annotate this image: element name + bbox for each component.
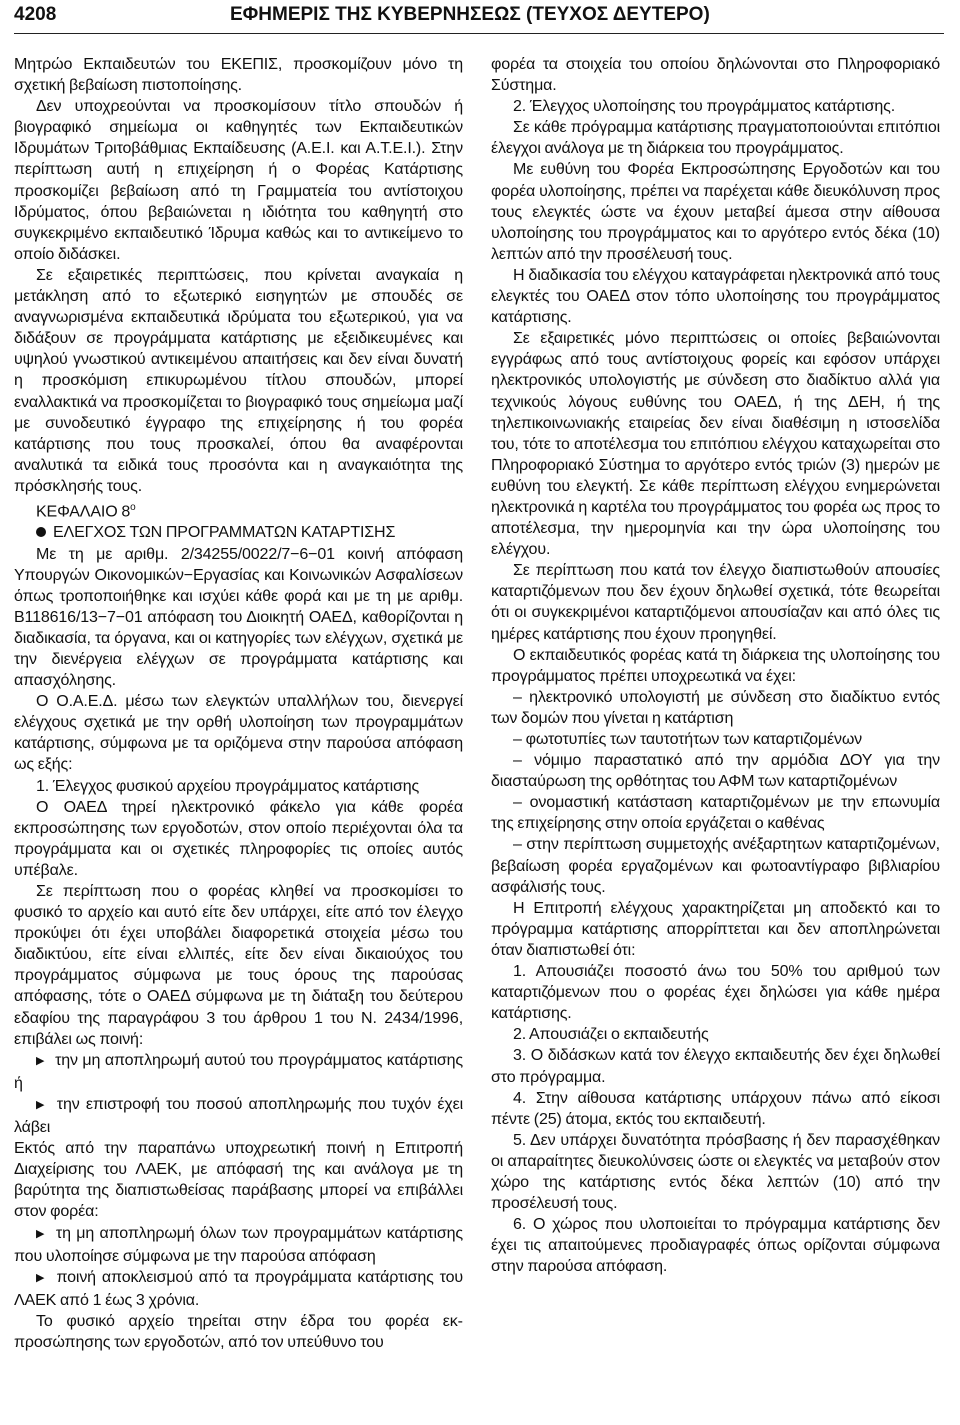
paragraph: Με ευθύνη του Φορέα Εκπροσώπησης Εργοδοτών και του φορέα υλοποίησης, πρέπει να παρέχεται κάθε διευκόλυνση προς τους ελεγκτές ώστε να έχουν μεταβεί άμεσα στην αίθουσα υλοποίησης του προγράμματος και το αργότερο εντός δέκα (10) λεπτών από την προσέλευσή τους. xyxy=(491,160,940,263)
paragraph: Η Επιτροπή ελέγχους χαρακτηρίζεται μη αποδεκτό και το πρόγραμμα κατάρτισης απορρίπτεται και δεν αποπληρώνεται όταν διαπιστωθεί ότι: xyxy=(491,898,940,959)
paragraph: φορέα τα στοιχεία του οποίου δηλώνονται στο Πληροφοριακό Σύστημα. xyxy=(491,55,940,95)
paragraph: Σε περίπτωση που ο φορέας κληθεί να προσκομίσει το φυσικό το αρχείο και αυτό είτε δεν υπάρχει, είτε από τον έλεγχο προκύψει ότι έχει υποβάλει διαφορετικά στοιχεία μέσω του διαδικτύου, είτε είναι ελλιπές, είτε δεν είναι δικαιούχος του προγράμματος σύμφωνα με τους όρους της παρούσας απόφασης, τότε ο ΟΑΕΔ σύμφωνα με τη διάταξη του δεύτερου εδαφίου της παραγράφου 3 του άρθρου 1 του Ν. 2434/1996, επιβάλει ως ποινή: xyxy=(14,882,463,1048)
paragraph: – ονομαστική κατάσταση καταρτιζομένων με την επωνυμία της επιχείρησης στην οποία εργάζεται ο καθένας xyxy=(491,793,940,833)
page-header xyxy=(0,0,960,32)
section-heading: ΕΛΕΓΧΟΣ ΤΩΝ ΠΡΟΓΡΑΜΜΑΤΩΝ ΚΑΤΑΡΤΙΣΗΣ xyxy=(14,522,463,543)
paragraph: 6. Ο χώρος που υλοποιείται το πρόγραμμα κατάρτισης δεν έχει τις απαιτούμενες προδιαγραφές όπως ορίζονται σύμφωνα στην παρούσα απόφαση. xyxy=(491,1215,940,1276)
paragraph: Ο Ο.Α.Ε.Δ. μέσω των ελεγκτών υπαλλήλων του, διενεργεί ελέγχους σχετικά με την ορθή υλοποίηση των προγραμμάτων κατάρτισης, σύμφωνα με τα οριζόμενα στην παρούσα απόφαση ως εξής: xyxy=(14,692,463,774)
paragraph: Σε εξαιρετικές μόνο περιπτώσεις οι οποίες βεβαιώνονται εγγράφως από τους αντίστοιχους φορείς και εφόσον υπάρχει ηλεκτρονικός υπολογιστής με σύνδεση στο διαδίκτυο αλλά για τεχνικούς λόγους ευθύνης του ΟΑΕΔ, ή της ΔΕΗ, ή της τηλεπικοινωνιακής εταιρείας δεν είναι διαθέσιμη η ιστοσελίδα του, τότε το αποτέλεσμα του επιτόπιου ελέγχου καταχωρείται στο Πληροφοριακό Σύστημα το αργότερο εντός τριών (3) ημερών με ευθύνη του ελεγκτή. Σε κάθε περίπτωση ελέγχου ενημερώνεται ηλεκτρονικά η καρτέλα του προγράμματος του φορέα ως προς το αποτέλεσμα, την ημερομηνία και την ώρα υλοποίησης του ελέγχου. xyxy=(491,329,940,559)
paragraph: 2. Έλεγχος υλοποίησης του προγράμματος κατάρτισης. xyxy=(513,97,896,116)
bullet-item: ▶ ποινή αποκλεισμού από τα προγράμματα κατάρτισης του ΛΑΕΚ από 1 έως 3 χρόνια. xyxy=(14,1267,463,1311)
paragraph: Εκτός από την παραπάνω υποχρεωτική ποινή η Επιτροπή Διαχείρισης του ΛΑΕΚ, με απόφασή της και ανάλογα με τη βαρύτητα της διαπιστωθείσας παράβασης μπορεί να επιβάλλει στον φορέα: xyxy=(14,1139,463,1221)
paragraph: 1. Απουσιάζει ποσοστό άνω του 50% του αριθμού των καταρτιζόμενων που ο φορέας έχει δηλώσει για κάθε ημέρα κατάρτισης. xyxy=(491,962,940,1023)
paragraph: 5. Δεν υπάρχει δυνατότητα πρόσβασης ή δεν παρασχέθηκαν οι απαραίτητες διευκολύνσεις ώστε οι ελεγκτές να μεταβούν στον χώρο της κατάρτισης εντός δέκα λεπτών (10) από την προσέλευσή τους. xyxy=(491,1130,940,1213)
paragraph: Σε περίπτωση που κατά τον έλεγχο διαπιστωθούν απουσίες καταρτιζόμενων που δεν έχουν δηλωθεί σχετικά, τότε θεωρείται ότι οι συγκεκριμένοι καταρτιζόμενοι απουσίαζαν και από όλες τις ημέρες κατάρτισης που έχουν προηγηθεί. xyxy=(491,561,940,643)
right-column xyxy=(491,54,940,1277)
bullet-item: ▶ τη μη αποπληρωμή όλων των προγραμμάτων κατάρτισης που υλοποίησε σύμφωνα με την παρούσα απόφαση xyxy=(14,1223,463,1267)
paragraph: Το φυσικό αρχείο τηρείται στην έδρα του φορέα εκπροσώπησης των εργοδοτών, από τον υπεύθυνο του xyxy=(14,1311,463,1351)
page-number: 4208 xyxy=(14,4,57,25)
paragraph: Ο εκπαιδευτικός φορέας κατά τη διάρκεια της υλοποίησης του προγράμματος πρέπει υποχρεωτικά να έχει: xyxy=(491,645,940,685)
gazette-title: ΕΦΗΜΕΡΙΣ ΤΗΣ ΚΥΒΕΡΝΗΣΕΩΣ (ΤΕΥΧΟΣ ΔΕΥΤΕΡΟ) xyxy=(230,4,710,25)
bullet-item: ▶ την επιστροφή του ποσού αποπληρωμής που τυχόν έχει λάβει xyxy=(14,1094,463,1138)
paragraph: 1. Έλεγχος φυσικού αρχείου προγράμματος κατάρτισης xyxy=(36,776,420,795)
left-column xyxy=(14,54,463,1353)
paragraph: – ηλεκτρονικό υπολογιστή με σύνδεση στο διαδίκτυο εντός των δομών που γίνεται η κατάρτιση xyxy=(491,687,940,727)
paragraph: – φωτοτυπίες των ταυτοτήτων των καταρτιζομένων xyxy=(513,730,863,748)
paragraph: Ο ΟΑΕΔ τηρεί ηλεκτρονικό φάκελο για κάθε φορέα εκπροσώπησης των εργοδοτών, στον οποίο περιέχονται όλα τα προγράμματα και οι σχετικές πληροφορίες τις οποίες αυτός υπέβαλε. xyxy=(14,797,463,879)
paragraph: 3. Ο διδάσκων κατά τον έλεγχο εκπαιδευτής δεν έχει δηλωθεί στο πρόγραμμα. xyxy=(491,1046,940,1086)
paragraph: Μητρώο Εκπαιδευτών του ΕΚΕΠΙΣ, προσκομίζουν μόνο τη σχετική βεβαίωση πιστοποίησης. xyxy=(14,55,463,95)
paragraph: Σε κάθε πρόγραμμα κατάρτισης πραγματοποιούνται επιτόπιοι έλεγχοι ανάλογα με τη διάρκεια του προγράμματος. xyxy=(491,118,940,158)
chapter-title: ΚΕΦΑΛΑΙΟ $8^o$ xyxy=(36,501,136,521)
paragraph: – στην περίπτωση συμμετοχής ανέξαρτητων καταρτιζομένων, βεβαίωση φορέα εργαζομένων και φωτοαντίγραφο βιβλιαρίου ασφάλισής τους. xyxy=(491,835,940,896)
paragraph: 2. Απουσιάζει ο εκπαιδευτής xyxy=(513,1025,709,1044)
paragraph: Σε εξαιρετικές περιπτώσεις, που κρίνεται αναγκαία η μετάκληση από το εξωτερικό εισηγητών με σπουδές σε αναγνωρισμένα εκπαιδευτικά ιδρύματα του εξωτερικού, για να διδάξουν σε προγράμματα κατάρτισης με εξειδικευμένες και υψηλού γνωστικού αντικειμένου απαιτήσεις και δεν είναι δυνατή η προσκόμιση επικυρωμένου τίτλου σπουδών, μπορεί εναλλακτικά να προσκομίζεται το βιογραφικό τους σημείωμα μαζί με συνοδευτικό έγγραφο της επιχείρησης ή του φορέα κατάρτισης που τους προσκαλεί, όπου θα αναφέρονται αναλυτικά τα ειδικά τους προσόντα και η αναγκαιότητα της πρόσκλησής τους. xyxy=(14,265,463,495)
paragraph: Η διαδικασία του ελέγχου καταγράφεται ηλεκτρονικά από τους ελεγκτές του ΟΑΕΔ στον τόπο υλοποίησης του προγράμματος κατάρτισης. xyxy=(491,265,940,327)
bullet-dot-icon xyxy=(36,527,46,537)
bullet-item: ▶ την μη αποπληρωμή αυτού του προγράμματος κατάρτισης ή xyxy=(14,1050,463,1094)
paragraph: Δεν υποχρεούνται να προσκομίσουν τίτλο σπουδών ή βιογραφικό σημείωμα οι καθηγητές των Εκπαιδευτικών Ιδρυμάτων Τριτοβάθμιας Εκπαίδευσης (Α.Ε.Ι. και Α.Τ.Ε.Ι.). Στην περίπτωση αυτή η επιχείρηση ή ο Φορέας Κατάρτισης προσκομίζει βεβαίωση από τη Γραμματεία του αντίστοιχου Ιδρύματος, όπου βεβαιώνεται η ιδιότητα του καθηγητή στο συγκεκριμένο εκπαιδευτικό Ίδρυμα καθώς και το αντικείμενο το οποίο διδάσκει. xyxy=(14,97,463,263)
paragraph: Με τη με αριθμ. 2/34255/0022/7−6−01 κοινή απόφαση Υπουργών Οικονομικών−Εργασίας και Κοινωνικών Ασφαλίσεων όπως τροποποιήθηκε και ισχύει κάθε φορά και με τη με αριθμ. Β118616/13−7−01 απόφαση του Διοικητή ΟΑΕΔ, καθορίζονται η διαδικασία, τα όργανα, και οι κατηγορίες των ελέγχων, σχετικά με την διενέργεια ελέγχων σε προγράμματα κατάρτισης και απασχόλησης. xyxy=(14,544,463,690)
header-rule xyxy=(14,33,944,34)
paragraph: 4. Στην αίθουσα κατάρτισης υπάρχουν πάνω από είκοσι πέντε (25) άτομα, εκτός του εκπαιδευτή. xyxy=(491,1088,940,1128)
paragraph: – νόμιμο παραστατικό από την αρμόδια ΔΟΥ για την διασταύρωση της ορθότητας του ΑΦΜ των καταρτιζομένων xyxy=(491,751,940,791)
